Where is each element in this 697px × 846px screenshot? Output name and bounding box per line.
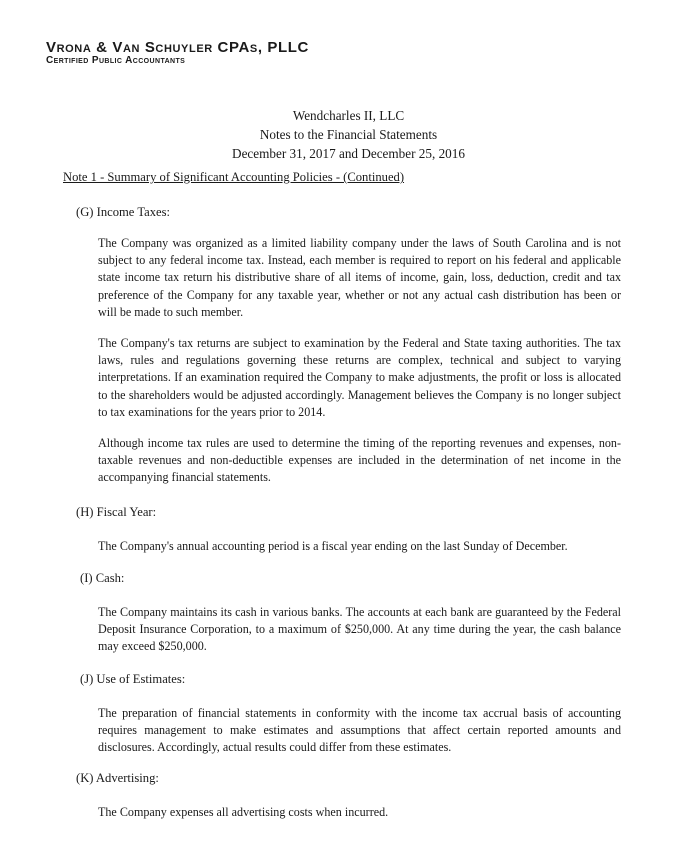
paragraph-income-taxes-3: Although income tax rules are used to determine the timing of the reporting revenues and expenses, non-taxable revenues and non-deductible expenses are included in the determination of net income in the accompanying financial statements. (98, 436, 621, 485)
note-title: Note 1 - Summary of Significant Accounting Policies - (Continued) (63, 170, 405, 184)
statement-dates: December 31, 2017 and December 25, 2016 (232, 146, 465, 161)
paragraph-income-taxes-1: The Company was organized as a limited liability company under the laws of South Carolina and is not subject to any federal income tax. Instead, each member is required to report on his federal and applicable state income tax return his distributive share of all items of income, gain, loss, deduction, credit and tax preference of the Company for any taxable year, whether or not any actual cash distribution has been or will be made to such member. (98, 236, 621, 319)
firm-name: Vrona & Van Schuyler CPAs, PLLC (46, 39, 309, 56)
paragraph-income-taxes-2: The Company's tax returns are subject to examination by the Federal and State taxing authorities. The tax laws, rules and regulations governing these returns are complex, technical and subject to varying interpretations. If an examination required the Company to make adjustments, the profit or loss is allocated to the shareholders would be adjusted accordingly. Management believes the Company is no longer subject to tax examinations for the years prior to 2014. (98, 336, 621, 419)
company-name: Wendcharles II, LLC (292, 108, 405, 123)
firm-letterhead (46, 39, 309, 66)
section-heading-use-of-estimates: (J) Use of Estimates: (80, 672, 186, 686)
paragraph-advertising: The Company expenses all advertising costs when incurred. (98, 805, 389, 819)
statement-header (0, 106, 697, 163)
section-heading-advertising: (K) Advertising: (76, 771, 159, 785)
paragraph-cash: The Company maintains its cash in various banks. The accounts at each bank are guaranteed by the Federal Deposit Insurance Corporation, to a maximum of $250,000. At any time during the year, the cash balance may exceed $250,000. (98, 605, 621, 654)
paragraph-fiscal-year: The Company's annual accounting period is a fiscal year ending on the last Sunday of December. (98, 539, 568, 553)
paragraph-use-of-estimates: The preparation of financial statements in conformity with the income tax accrual basis of accounting requires management to make estimates and assumptions that affect certain reported amounts and disclosures. Accordingly, actual results could differ from these estimates. (98, 706, 621, 755)
document-title: Notes to the Financial Statements (259, 127, 438, 142)
section-heading-cash: (I) Cash: (80, 571, 125, 585)
section-heading-income-taxes: (G) Income Taxes: (76, 205, 171, 219)
firm-subtitle: Certified Public Accountants (46, 55, 186, 66)
section-heading-fiscal-year: (H) Fiscal Year: (76, 505, 157, 519)
